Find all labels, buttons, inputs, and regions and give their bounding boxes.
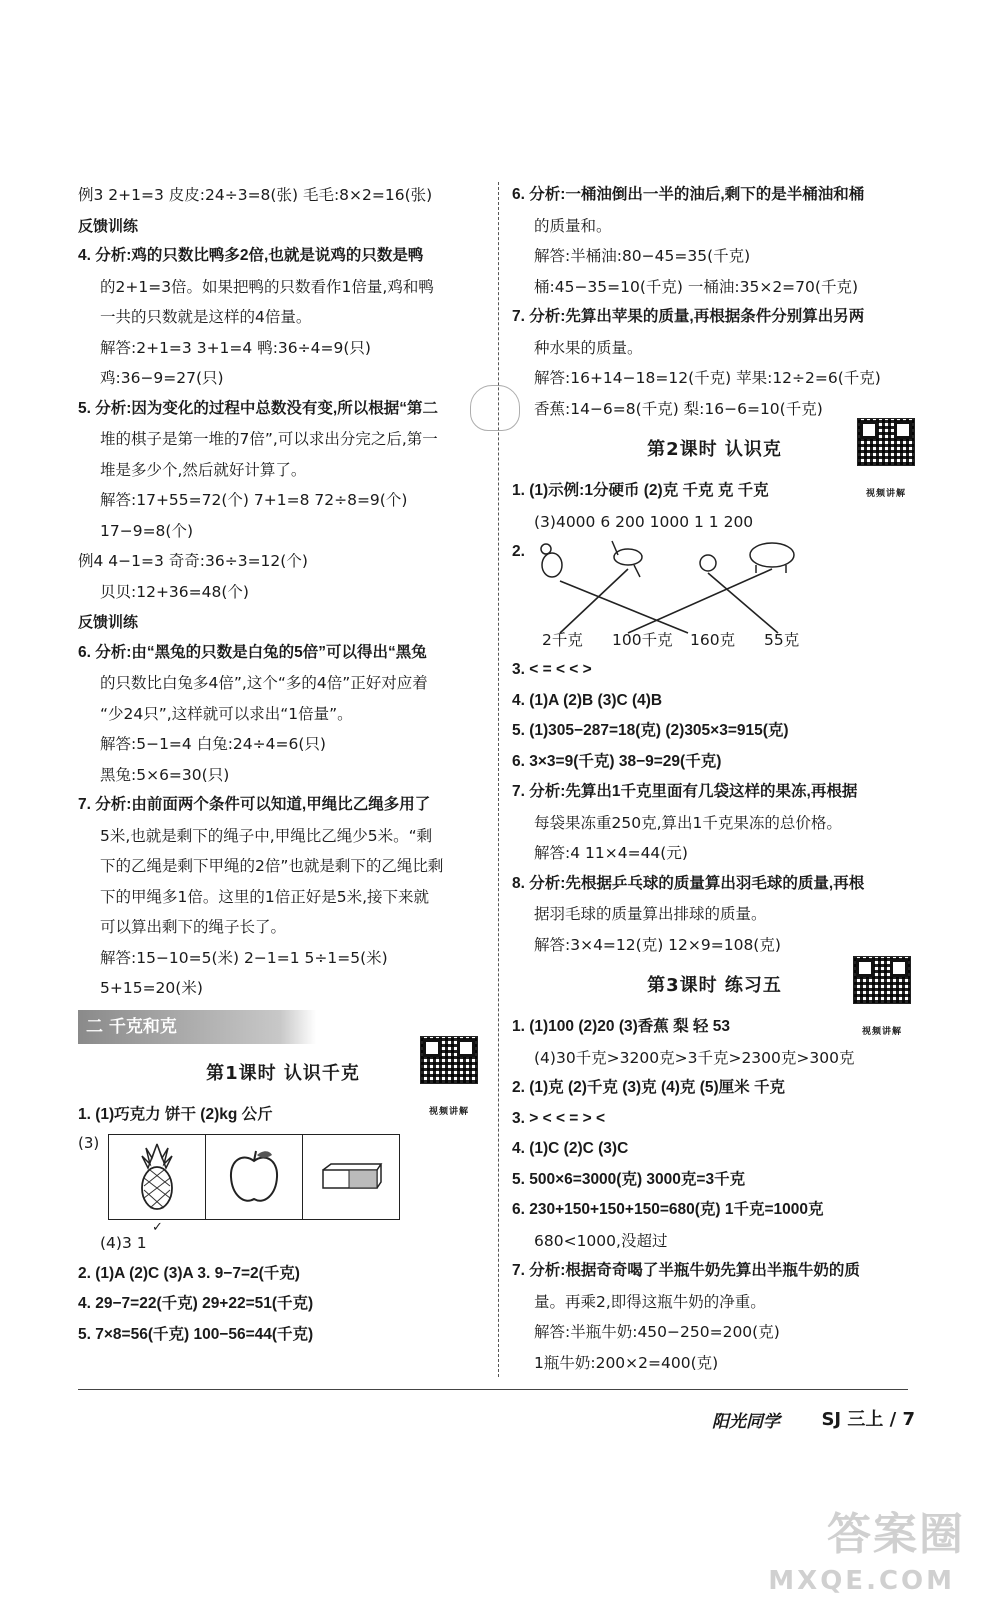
answer-line: 5+15=20(米) bbox=[100, 979, 203, 997]
answer-line: 4. 分析:鸡的只数比鸭多2倍,也就是说鸡的只数是鸭 bbox=[78, 247, 424, 264]
brand-logo: 阳光同学 bbox=[712, 1412, 780, 1432]
apple-icon bbox=[226, 1147, 282, 1207]
answer-line: 6. 分析:由“黑兔的只数是白兔的5倍”可以得出“黑兔 bbox=[78, 643, 427, 661]
qr-code-icon bbox=[420, 1036, 478, 1084]
pear-icon bbox=[542, 553, 562, 577]
answer-line: 4. 29−7=22(千克) 29+22=51(千克) bbox=[78, 1295, 314, 1312]
column-divider bbox=[498, 182, 499, 1377]
answer-line: (4)30千克>3200克>3千克>2300克>300克 bbox=[534, 1048, 855, 1067]
answer-line: 7. 分析:先算出苹果的质量,再根据条件分别算出另两 bbox=[512, 308, 865, 325]
eraser-icon bbox=[319, 1162, 383, 1192]
answer-line: 6. 分析:一桶油倒出一半的油后,剩下的是半桶油和桶 bbox=[512, 186, 865, 203]
answer-line: 6. 230+150+150+150=680(克) 1千克=1000克 bbox=[512, 1201, 824, 1218]
matching-number: 2. bbox=[512, 543, 525, 560]
answer-line: 2. (1)A (2)C (3)A 3. 9−7=2(千克) bbox=[78, 1264, 300, 1282]
answer-line: 6. 3×3=9(千克) 38−9=29(千克) bbox=[512, 752, 722, 770]
answer-line: 解答:半桶油:80−45=35(千克) bbox=[534, 247, 751, 265]
answer-line: 1瓶牛奶:200×2=400(克) bbox=[534, 1353, 719, 1372]
answer-line: 5. 500×6=3000(克) 3000克=3千克 bbox=[512, 1170, 746, 1188]
watermark-url: MXQE.COM bbox=[768, 1566, 955, 1596]
answer-line: 解答:2+1=3 3+1=4 鸭:36÷4=9(只) bbox=[100, 338, 371, 357]
goose-icon bbox=[614, 549, 642, 565]
footer-rule bbox=[78, 1389, 908, 1390]
answer-line: 解答:半瓶牛奶:450−250=200(克) bbox=[534, 1323, 780, 1341]
answer-line: 贝贝:12+36=48(个) bbox=[100, 582, 249, 601]
answer-line: 的质量和。 bbox=[534, 216, 612, 235]
apple-cell bbox=[206, 1135, 303, 1219]
table-label: (3) bbox=[78, 1134, 100, 1152]
answer-line: 5米,也就是剩下的绳子中,甲绳比乙绳少5米。“剩 bbox=[100, 826, 433, 845]
label-55g: 55克 bbox=[764, 631, 800, 649]
qr-caption: 视频讲解 bbox=[861, 1027, 902, 1037]
qr-code-icon bbox=[857, 418, 915, 466]
qr-code-lesson-3[interactable] bbox=[853, 956, 911, 1058]
egg-icon bbox=[700, 555, 716, 571]
answer-line: 3. > < < = > < bbox=[512, 1109, 606, 1127]
answer-line: 桶:45−35=10(千克) 一桶油:35×2=70(千克) bbox=[534, 277, 858, 296]
label-2kg: 2千克 bbox=[542, 631, 583, 649]
label-160g: 160克 bbox=[690, 631, 736, 649]
matching-labels bbox=[512, 625, 812, 655]
answer-line: (3)4000 6 200 1000 1 1 200 bbox=[534, 512, 754, 531]
answer-line: 的2+1=3倍。如果把鸭的只数看作1倍量,鸡和鸭 bbox=[100, 277, 434, 296]
check-mark: ✓ bbox=[152, 1220, 163, 1235]
answer-line: 量。再乘2,即得这瓶牛奶的净重。 bbox=[534, 1292, 766, 1311]
answer-line: 2. (1)克 (2)千克 (3)克 (4)克 (5)厘米 千克 bbox=[512, 1079, 785, 1096]
qr-caption: 视频讲解 bbox=[428, 1106, 469, 1117]
answer-line: 反馈训练 bbox=[78, 216, 139, 235]
left-column bbox=[78, 180, 488, 1350]
lesson-2-title: 第2课时 认识克 bbox=[647, 439, 782, 460]
answer-line: 下的乙绳是剩下甲绳的2倍”也就是剩下的乙绳比剩 bbox=[100, 857, 444, 875]
answer-line: 香蕉:14−6=8(千克) 梨:16−6=10(千克) bbox=[534, 399, 823, 418]
answer-line: 例4 4−1=3 奇奇:36÷3=12(个) bbox=[78, 552, 308, 570]
answer-line: 680<1000,没超过 bbox=[534, 1231, 668, 1250]
answer-line: 解答:5−1=4 白兔:24÷4=6(只) bbox=[100, 735, 326, 753]
answer-line: 解答:17+55=72(个) 7+1=8 72÷8=9(个) bbox=[100, 491, 408, 509]
answer-line: 17−9=8(个) bbox=[100, 521, 194, 540]
pineapple-icon bbox=[132, 1142, 182, 1212]
unit-banner: 二 千克和克 bbox=[78, 1010, 316, 1044]
answer-line: 5. 7×8=56(千克) 100−56=44(千克) bbox=[78, 1325, 314, 1343]
label-100kg: 100千克 bbox=[612, 631, 673, 649]
answer-line: 据羽毛球的质量算出排球的质量。 bbox=[534, 905, 767, 923]
answer-line: 4. (1)A (2)B (3)C (4)B bbox=[512, 691, 663, 709]
answer-line: 解答:15−10=5(米) 2−1=1 5÷1=5(米) bbox=[100, 948, 388, 967]
watermark-logo: 答案圈 bbox=[827, 1509, 965, 1560]
answer-line: 例3 2+1=3 皮皮:24÷3=8(张) 毛毛:8×2=16(张) bbox=[78, 186, 433, 204]
answer-line: 8. 分析:先根据乒乓球的质量算出羽毛球的质量,再根 bbox=[512, 874, 865, 892]
qr-code-icon bbox=[853, 956, 911, 1004]
answer-line: 种水果的质量。 bbox=[534, 338, 643, 357]
answer-line: 反馈训练 bbox=[78, 613, 139, 631]
qr-code-lesson-2[interactable] bbox=[857, 418, 915, 520]
answer-line: 鸡:36−9=27(只) bbox=[100, 369, 224, 387]
right-column bbox=[512, 180, 917, 1378]
answer-line: 解答:4 11×4=44(元) bbox=[534, 844, 688, 862]
page-number: SJ 三上 / 7 bbox=[821, 1409, 915, 1430]
answer-line: 堆的棋子是第一堆的7倍”,可以求出分完之后,第一 bbox=[100, 430, 438, 448]
answer-line: 1. (1)巧克力 饼干 (2)kg 公斤 bbox=[78, 1105, 273, 1123]
answer-line: 3. < = < < > bbox=[512, 661, 592, 678]
answer-line: 堆是多少个,然后就好计算了。 bbox=[100, 460, 307, 479]
answer-line: 7. 分析:先算出1千克里面有几袋这样的果冻,再根据 bbox=[512, 783, 858, 800]
right-answer-block-4 bbox=[512, 1012, 917, 1378]
answer-line: 4. (1)C (2)C (3)C bbox=[512, 1140, 629, 1157]
left-answer-block-3 bbox=[78, 1228, 488, 1350]
answer-line: “少24只”,这样就可以求出“1倍量”。 bbox=[100, 704, 353, 723]
lesson-3-title: 第3课时 练习五 bbox=[647, 975, 782, 996]
eraser-cell bbox=[303, 1135, 399, 1219]
answer-line: 黑兔:5×6=30(只) bbox=[100, 765, 230, 784]
answer-line: 可以算出剩下的绳子长了。 bbox=[100, 918, 287, 936]
answer-line: 7. 分析:由前面两个条件可以知道,甲绳比乙绳多用了 bbox=[78, 796, 431, 813]
answer-line: 5. (1)305−287=18(克) (2)305×3=915(克) bbox=[512, 722, 789, 739]
fruit-table bbox=[78, 1134, 488, 1235]
answer-line: 7. 分析:根据奇奇喝了半瓶牛奶先算出半瓶牛奶的质 bbox=[512, 1262, 860, 1279]
answer-line: 5. 分析:因为变化的过程中总数没有变,所以根据“第二 bbox=[78, 399, 438, 417]
answer-line: 1. (1)100 (2)20 (3)香蕉 梨 轻 53 bbox=[512, 1018, 730, 1035]
qr-code-lesson-1[interactable] bbox=[420, 1036, 478, 1138]
right-answer-block-3 bbox=[512, 655, 917, 960]
qr-caption: 视频讲解 bbox=[865, 489, 906, 499]
answer-line: 一共的只数就是这样的4倍量。 bbox=[100, 308, 312, 326]
right-answer-block-1 bbox=[512, 180, 917, 424]
left-answer-block-1 bbox=[78, 180, 488, 1004]
answer-line: 1. (1)示例:1分硬币 (2)克 千克 克 千克 bbox=[512, 482, 769, 499]
answer-line: 每袋果冻重250克,算出1千克果冻的总价格。 bbox=[534, 813, 842, 832]
answer-line: 解答:16+14−18=12(千克) 苹果:12÷2=6(千克) bbox=[534, 369, 881, 387]
answer-line: 解答:3×4=12(克) 12×9=108(克) bbox=[534, 935, 781, 954]
pineapple-cell bbox=[109, 1135, 206, 1219]
answer-line: 的只数比白兔多4倍”,这个“多的4倍”正好对应着 bbox=[100, 674, 428, 692]
pig-icon bbox=[750, 543, 794, 567]
matching-diagram bbox=[512, 537, 917, 655]
lesson-1-title: 第1课时 认识千克 bbox=[206, 1062, 360, 1084]
answer-line: 下的甲绳多1倍。这里的1倍正好是5米,接下来就 bbox=[100, 887, 430, 906]
fruit-grid bbox=[108, 1134, 400, 1220]
answer-line: (4)3 1 bbox=[100, 1234, 147, 1252]
